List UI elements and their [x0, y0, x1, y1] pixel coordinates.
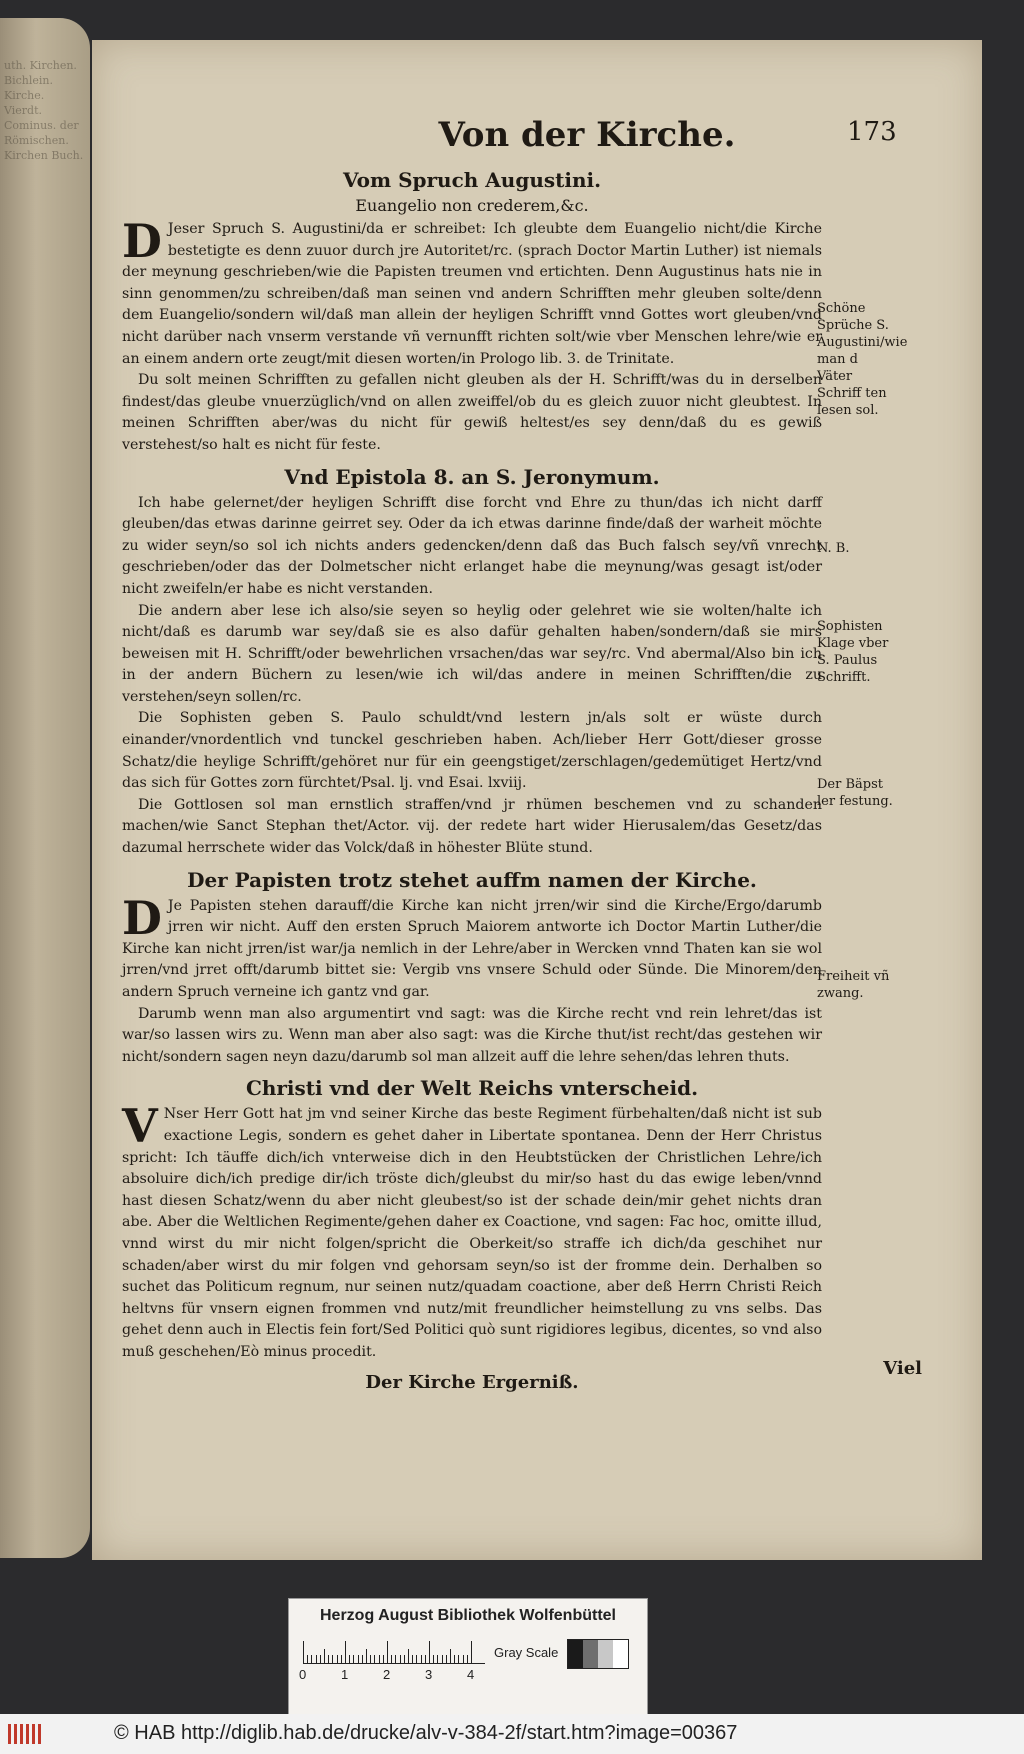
ruler-tick: [412, 1655, 413, 1663]
drop-cap: V: [122, 1099, 158, 1154]
ruler-tick: [471, 1641, 472, 1663]
section-subheading: Euangelio non crederem,&c.: [355, 196, 589, 215]
ruler-tick: [421, 1655, 422, 1663]
page-header-title: Von der Kirche.: [438, 115, 736, 155]
copyright-url: © HAB http://diglib.hab.de/drucke/alv-v-384-2f/start.htm?image=00367: [114, 1722, 738, 1744]
section-heading-reichs: Christi vnd der Welt Reichs vnterscheid.: [245, 1076, 699, 1101]
ruler-numbers: [299, 1667, 499, 1687]
paragraph: V Nser Herr Gott hat jm vnd seiner Kirche das beste Regiment fürbehalten/daß nicht ist sub exactione Legis, sondern es gehet daher in Libertate spontanea. Denn der Herr Christus spricht: Ich täuffe dich/ich vnterweise dich in den Heubtstücken der Christlichen Lehre/ich absoluire dich/ich predige dir/ich tröste dich/gleubst du mir/so hast du das ewige leben/vnnd hast diesen Schatz/wenn du aber nicht gleubest/so ist der schade dein/mir gehet nichts dran abe. Aber die Weltlichen Regimente/gehen daher ex Coactione, vnd sagen: Fac hoc, omitte illud, vnnd wirst du mir nicht folgen/spricht die Oberkeit/so straffe ich dich/da geschihet nur schaden/aber wirst du mir folgen vnd gehorsam seyn/so ist der fromme dein. Derhalben so suchet das Politicum regnum, nur seinen nutz/quadam coactione, aber deß Herrn Christi Reich heltvns für vnsern eignen frommen vnd nutz/mit freundlicher heimstellung zu vns selbs. Das gehet denn auch in Electis fein fort/Sed Politici quò sunt rigidiores legibus, dicentes, so vnd also muß geschehen/Eò minus procedit.: [122, 1099, 822, 1360]
ruler-tick: [433, 1655, 434, 1663]
paragraph: Du solt meinen Schrifften zu gefallen nicht gleuben als der H. Schrifft/was du in derselben findest/das gleube vnuerzüglich/vnd on allen zweiffel/ob du es gleich zuuor nicht gleubtest. In meinen Schrifften aber/was du nicht für gewiß heltest/es sey denn/daß du es gewiß verstehest/so halt es nicht für feste.: [122, 372, 822, 453]
ruler-tick: [425, 1655, 426, 1663]
paragraph: D Jeser Spruch S. Augustini/da er schreibet: Ich gleubte dem Euangelio nicht/die Kirche bestetigte es denn zuuor durch jre Autoritet/rc. (sprach Doctor Martin Luther) ist niemals der meynung geschrieben/wie die Papisten treumen vnd ertichten. Denn Augustinus hats nie in sinn genommen/zu schreiben/daß man seinen vnd andern Schrifften mehr gleuben solte/denn dem Euangelio/sondern wil/daß man allein der heyligen Schrifft vnnd Gottes wort gleuben/vnd nicht darüber nach vnserm verstande vñ vernunfft richten solt/wie vber Menschen lehre/wie er an einem andern orte zeugt/mit diesen worten/in Prologo lib. 3. de Trinitate.: [122, 214, 822, 367]
ruler-number: 2: [383, 1667, 391, 1682]
margin-note: Sophisten Klage vber S. Paulus Schrifft.: [817, 619, 889, 685]
gray-swatch: [598, 1640, 613, 1668]
ruler-tick: [320, 1655, 321, 1663]
ruler-tick: [450, 1649, 451, 1663]
ruler-tick: [408, 1649, 409, 1663]
library-stamp: [288, 1598, 648, 1718]
gray-scale-label: Gray Scale: [494, 1645, 559, 1660]
drop-cap: D: [122, 214, 162, 268]
ruler-tick: [429, 1641, 430, 1663]
section-heading-papisten: Der Papisten trotz stehet auffm namen der Kirche.: [187, 867, 757, 892]
ruler-tick: [400, 1655, 401, 1663]
ruler-tick: [353, 1655, 354, 1663]
ruler-tick: [362, 1655, 363, 1663]
gray-swatch: [583, 1640, 598, 1668]
margin-note: Freiheit vñ zwang.: [817, 969, 890, 1001]
paragraph: Die andern aber lese ich also/sie seyen so heylig oder gelehret wie sie wolten/halte ich nicht/daß es darumb war sey/daß sie es also dafür gehalten haben/sondern/daß sie mirs beweisen mit H. Schrifft/oder bewehrlichen vrsachen/das war sey/rc. Vnd abermal/Also bin ich in der andern Büchern zu lesen/wie ich wil/das andere in meinen Schrifften/die zu verstehen/seyn sollen/rc.: [122, 602, 822, 705]
paragraph: Ich habe gelernet/der heyligen Schrifft dise forcht vnd Ehre zu thun/das ich nicht darff gleuben/das etwas darinne geirret sey. Oder da ich etwas darinne finde/daß der warheit möchte zu wider seyn/so sol ich nichts anders gedencken/denn daß das Buch falsch sey/vñ vnrecht geschrieben/oder das der Dolmetscher nicht erlanget habe die meynung/was gesagt ist/oder nicht zweifeln/er habe es nicht verstanden.: [122, 494, 822, 597]
ruler-tick: [324, 1649, 325, 1663]
drop-cap: D: [122, 890, 162, 945]
ruler-tick: [458, 1655, 459, 1663]
ruler-tick: [345, 1641, 346, 1663]
section-heading-augustini: Vom Spruch Augustini.: [342, 168, 602, 192]
ruler-tick: [370, 1655, 371, 1663]
stamp-title: Herzog August Bibliothek Wolfenbüttel: [320, 1607, 616, 1624]
ruler-tick: [374, 1655, 375, 1663]
ruler-number: 4: [467, 1667, 475, 1682]
gray-swatch: [568, 1640, 583, 1668]
footer-bar: [0, 1714, 1024, 1754]
ruler-tick: [387, 1641, 388, 1663]
page-number: 173: [847, 117, 897, 147]
left-page-text: uth. Kirchen. Bichlein. Kirche. Vierdt. Cominus. der Römischen. Kirchen Buch.: [4, 59, 84, 162]
ruler-tick: [349, 1655, 350, 1663]
ruler-tick: [341, 1655, 342, 1663]
ruler-tick: [442, 1655, 443, 1663]
margin-note: Der Bäpst ler festung.: [817, 777, 893, 809]
footer-heading: Der Kirche Ergerniß.: [365, 1371, 579, 1393]
ruler: [303, 1637, 485, 1664]
ruler-tick: [337, 1655, 338, 1663]
ruler-tick: [307, 1655, 308, 1663]
paragraph: D Je Papisten stehen darauff/die Kirche kan nicht jrren/wir sind die Kirche/Ergo/darumb jrren wir nicht. Auff den ersten Spruch Maiorem antworte ich Doctor Martin Luther/die Kirche kan nicht jrren/ist war/ja nemlich in der Lehre/aber in Wercken vnnd Thaten kan sie wol jrren/vnd jrret offt/darumb bittet sie: Vergib vns vnsere Schuld oder Sünde. Die Minorem/den andern Spruch verneine ich gantz vnd gar.: [122, 890, 822, 1000]
paragraph: Darumb wenn man also argumentirt vnd sagt: was die Kirche recht vnd rein lehret/das ist war/so lassen wirs zu. Wenn man aber also sagt: was die Kirche thut/ist recht/das gestehen wir nicht/sondern sagen neyn dazu/darumb sol man allzeit auff die lehre sehen/das lehren thuts.: [122, 1005, 822, 1065]
left-page-edge: [0, 18, 90, 1558]
ruler-tick: [416, 1655, 417, 1663]
ruler-tick: [454, 1655, 455, 1663]
ruler-number: 0: [299, 1667, 307, 1682]
section-heading-epistola: Vnd Epistola 8. an S. Jeronymum.: [284, 464, 660, 489]
gray-scale-swatches: [567, 1639, 629, 1669]
ruler-tick: [467, 1655, 468, 1663]
ruler-tick: [328, 1655, 329, 1663]
ruler-tick: [316, 1655, 317, 1663]
paragraph: Die Sophisten geben S. Paulo schuldt/vnd lestern jn/als solt er wüste durch einander/vnordentlich vnd tunckel geschrieben haben. Ach/lieber Herr Gott/dieser grosse Schatz/die heylige Schrifft/gehöret nur für ein geengstiget/zerschlagen/gedemütiget Hertz/vnd das sich für Gottes zorn fürchtet/Psal. lj. vnd Esai. lxviij.: [122, 710, 822, 792]
ruler-tick: [463, 1655, 464, 1663]
gray-swatch: [613, 1640, 628, 1668]
ruler-tick: [446, 1655, 447, 1663]
book-page: [92, 40, 982, 1560]
ruler-number: 3: [425, 1667, 433, 1682]
ruler-tick: [379, 1655, 380, 1663]
margin-note: N. B.: [817, 541, 850, 556]
ruler-tick: [332, 1655, 333, 1663]
main-text-column: [122, 160, 822, 1393]
ruler-tick: [366, 1649, 367, 1663]
ruler-tick: [391, 1655, 392, 1663]
ruler-tick: [404, 1655, 405, 1663]
margin-note: Schöne Sprüche S. Augustini/wie man d Väter Schriff ten lesen sol.: [817, 301, 908, 418]
catchword: Viel: [883, 1358, 922, 1379]
ruler-tick: [303, 1641, 304, 1663]
ruler-number: 1: [341, 1667, 349, 1682]
ruler-tick: [383, 1655, 384, 1663]
paragraph: Die Gottlosen sol man ernstlich straffen/vnd jr rhümen beschemen vnd zu schanden machen/wie Sanct Stephan thet/Actor. vij. der redete hart wider Hierusalem/das Gesetz/das dazumal herrschete wider das Volck/daß in höhester Blüte stund.: [122, 796, 822, 857]
ruler-tick: [358, 1655, 359, 1663]
ruler-tick: [311, 1655, 312, 1663]
ruler-tick: [395, 1655, 396, 1663]
hab-logo-icon: [6, 1720, 46, 1748]
ruler-tick: [437, 1655, 438, 1663]
